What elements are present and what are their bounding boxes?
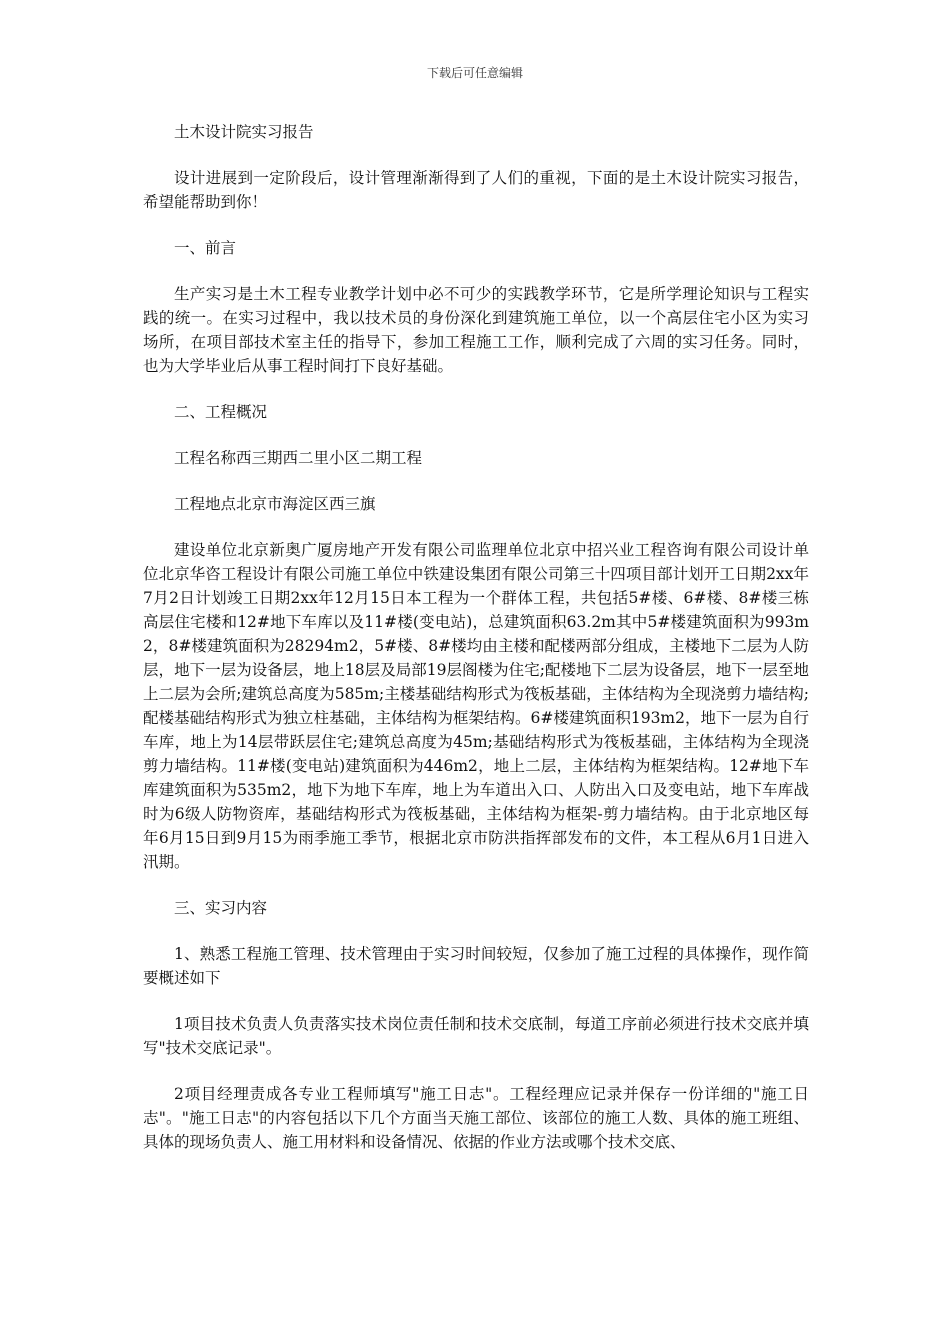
overview-paragraph: 建设单位北京新奥广厦房地产开发有限公司监理单位北京中招兴业工程咨询有限公司设计单位北京华咨工程设计有限公司施工单位中铁建设集团有限公司第三十四项目部计划开工日期2xx年7月2日计划竣工日期2xx年12月15日本工程为一个群体工程，共包括5#楼、6#楼、8#楼三栋高层住宅楼和12#地下车库以及11#楼(变电站)，总建筑面积63.2m其中5#楼建筑面积为993m2，8#楼建筑面积为28294m2，5#楼、8#楼均由主楼和配楼两部分组成，主楼地下二层为人防层，地下一层为设备层，地上18层及局部19层阁楼为住宅;配楼地下二层为设备层，地下一层至地上二层为会所;建筑总高度为585m;主楼基础结构形式为筏板基础，主体结构为全现浇剪力墙结构;配楼基础结构形式为独立柱基础，主体结构为框架结构。6#楼建筑面积193m2，地下一层为自行车库，地上为14层带跃层住宅;建筑总高度为45m;基础结构形式为筏板基础，主体结构为全现浇剪力墙结构。11#楼(变电站)建筑面积为446m2，地上二层，主体结构为框架结构。12#地下车库建筑面积为535m2，地下为地下车库，地上为车道出入口、人防出入口及变电站，地下车库战时为6级人防物资库，基础结构形式为筏板基础，主体结构为框架-剪力墙结构。由于北京地区每年6月15日到9月15为雨季施工季节，根据北京市防洪指挥部发布的文件，本工程从6月1日进入汛期。 [143, 541, 809, 871]
document-title: 土木设计院实习报告 [174, 123, 314, 141]
header-note: 下载后可任意编辑 [426, 66, 523, 80]
preface-paragraph: 生产实习是土木工程专业教学计划中必不可少的实践教学环节，它是所学理论知识与工程实践的统一。在实习过程中，我以技术员的身份深化到建筑施工单位，以一个高层住宅小区为实习场所，在项目部技术室主任的指导下，参加工程施工工作，顺利完成了六周的实习任务。同时，也为大学毕业后从事工程时间打下良好基础。 [143, 285, 809, 375]
section-heading-content: 三、实习内容 [174, 899, 268, 917]
section-heading-overview: 二、工程概况 [174, 403, 268, 421]
document-body [143, 120, 809, 1176]
content-item-1-1: 1项目技术负责人负责落实技术岗位责任制和技术交底制，每道工序前必须进行技术交底并填写"技术交底记录"。 [143, 1015, 809, 1057]
intro-paragraph: 设计进展到一定阶段后，设计管理渐渐得到了人们的重视，下面的是土木设计院实习报告，希望能帮助到你！ [143, 169, 809, 211]
section-heading-preface: 一、前言 [174, 239, 237, 257]
project-location: 工程地点北京市海淀区西三旗 [174, 495, 376, 513]
project-name: 工程名称西三期西二里小区二期工程 [174, 449, 423, 467]
content-item-1: 1、熟悉工程施工管理、技术管理由于实习时间较短，仅参加了施工过程的具体操作，现作简要概述如下 [143, 945, 809, 987]
content-item-1-2: 2项目经理责成各专业工程师填写"施工日志"。工程经理应记录并保存一份详细的"施工日志"。"施工日志"的内容包括以下几个方面当天施工部位、该部位的施工人数、具体的施工班组、具体的现场负责人、施工用材料和设备情况、依据的作业方法或哪个技术交底、 [143, 1085, 809, 1151]
